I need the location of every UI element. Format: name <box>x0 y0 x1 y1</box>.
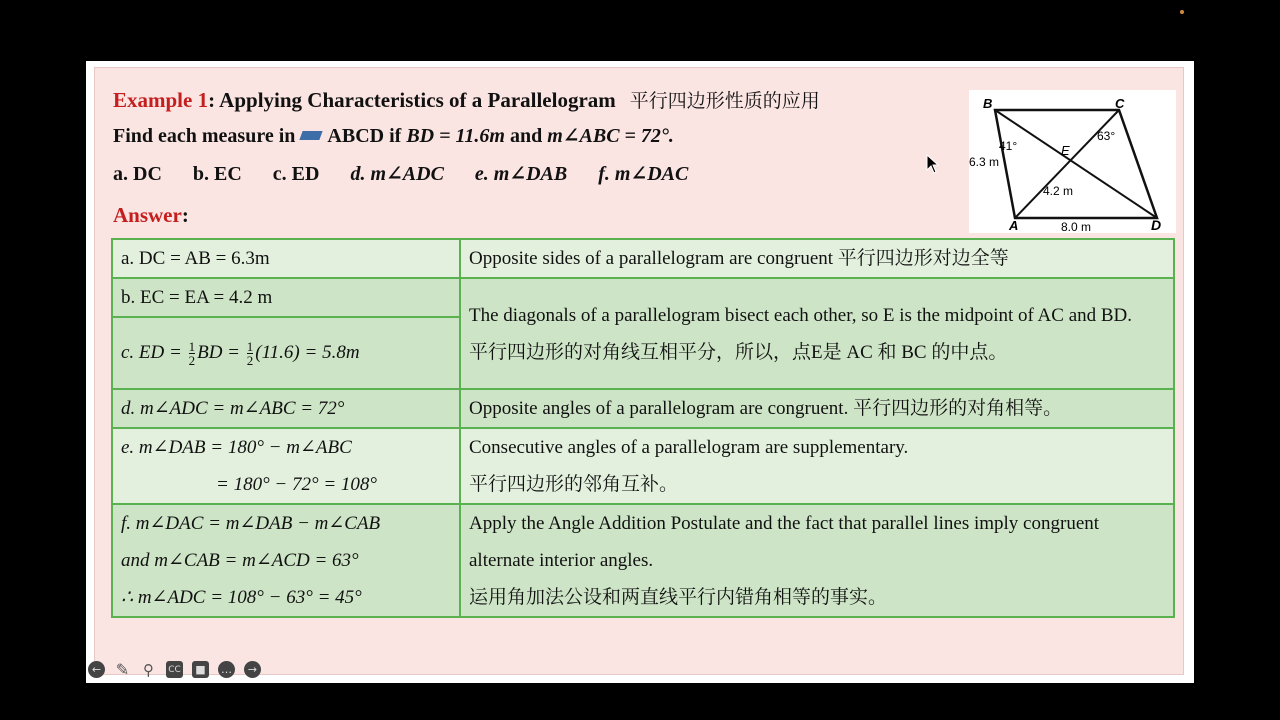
f-line-3: ∴ m∠ADC = 108° − 63° = 45° <box>121 587 362 608</box>
f-explanation-en: Apply the Angle Addition Postulate and the fact that parallel lines imply congruent alternate interior angles. <box>469 513 1100 571</box>
part-c: c. ED <box>272 163 320 185</box>
part-b: b. EC <box>192 163 242 185</box>
e-line-2: = 180° − 72° = 108° <box>216 474 378 495</box>
f-line-1: f. m∠DAC = m∠DAB − m∠CAB <box>121 513 381 534</box>
slide-panel <box>94 67 1184 675</box>
indicator-dot <box>1180 10 1184 14</box>
example-title <box>113 86 820 113</box>
c-mid: BD = <box>197 342 240 363</box>
segment-ae: 4.2 m <box>1043 184 1074 198</box>
part-e: e. m∠DAB <box>474 163 568 185</box>
part-d: d. m∠ADC <box>350 163 444 185</box>
row-c-left <box>112 317 460 389</box>
slide <box>86 61 1194 683</box>
row-d-right: Opposite angles of a parallelogram are congruent. 平行四边形的对角相等。 <box>460 389 1174 428</box>
answer-colon: : <box>181 203 189 227</box>
mouse-cursor-icon <box>926 154 940 179</box>
side-ad: 8.0 m <box>1061 220 1092 233</box>
parallelogram-diagram <box>969 90 1176 233</box>
title-chinese: 平行四边形性质的应用 <box>629 90 820 112</box>
part-a: a. DC <box>113 163 162 185</box>
row-bc-right <box>460 278 1174 389</box>
captions-icon[interactable]: CC <box>166 661 183 678</box>
title-text: : Applying Characteristics of a Parallelogram <box>208 88 616 112</box>
table-row <box>112 428 1174 504</box>
more-icon[interactable]: … <box>218 661 235 678</box>
find-text: Find each measure in <box>113 125 296 147</box>
vertex-d: D <box>1151 217 1162 233</box>
answer-heading <box>113 203 189 228</box>
bc-explanation-en: The diagonals of a parallelogram bisect each other, so E is the midpoint of AC and BD. <box>469 304 1133 326</box>
row-e-right <box>460 428 1174 504</box>
frac-num: 1 <box>188 339 196 355</box>
bc-explanation-cn: 平行四边形的对角线互相平分，所以，点E是 AC 和 BC 的中点。 <box>469 341 1008 363</box>
row-a-right: Opposite sides of a parallelogram are congruent 平行四边形对边全等 <box>460 239 1174 278</box>
angle-63: 63° <box>1097 129 1116 143</box>
example-label: Example 1 <box>113 88 209 112</box>
and-text: and <box>509 125 543 147</box>
point-e: E <box>1061 143 1070 158</box>
table-row <box>112 504 1174 617</box>
vertex-b: B <box>983 96 993 111</box>
forward-icon[interactable]: → <box>244 661 261 678</box>
e-explanation-cn: 平行四边形的邻角互补。 <box>469 474 679 495</box>
camera-icon[interactable]: ■ <box>192 661 209 678</box>
part-f: f. m∠DAC <box>598 163 689 185</box>
vertex-a: A <box>1009 218 1019 233</box>
c-post: (11.6) = 5.8m <box>255 342 360 363</box>
angle-measure: m∠ABC = 72°. <box>547 125 674 147</box>
side-ab: 6.3 m <box>969 155 1000 169</box>
frac-num: 1 <box>246 339 254 355</box>
c-pre: c. ED = <box>121 342 182 363</box>
parts-list <box>113 161 714 186</box>
f-explanation-cn: 运用角加法公设和两直线平行内错角相等的事实。 <box>469 587 888 608</box>
frac-den: 2 <box>188 353 196 369</box>
f-line-2: and m∠CAB = m∠ACD = 63° <box>121 550 359 571</box>
pen-icon[interactable]: ✎ <box>115 660 130 679</box>
parallelogram-icon <box>300 131 323 140</box>
angle-41: 41° <box>999 139 1018 153</box>
problem-statement <box>113 123 674 148</box>
table-row <box>112 389 1174 428</box>
shape-text: ABCD if <box>327 125 402 147</box>
row-f-left <box>112 504 460 617</box>
bd-measure: BD = 11.6m <box>406 125 505 147</box>
vertex-c: C <box>1115 96 1125 111</box>
row-d-left: d. m∠ADC = m∠ABC = 72° <box>112 389 460 428</box>
e-line-1: e. m∠DAB = 180° − m∠ABC <box>121 437 352 458</box>
answer-label: Answer <box>113 203 182 227</box>
answer-table <box>111 238 1175 618</box>
diagonal-ac <box>1015 110 1119 218</box>
row-e-left <box>112 428 460 504</box>
row-a-left: a. DC = AB = 6.3m <box>112 239 460 278</box>
presentation-toolbar <box>88 661 261 678</box>
e-explanation-en: Consecutive angles of a parallelogram are supplementary. <box>469 437 909 458</box>
diagonal-bd <box>995 110 1157 218</box>
table-row <box>112 239 1174 278</box>
frac-den: 2 <box>246 353 254 369</box>
row-b-left: b. EC = EA = 4.2 m <box>112 278 460 317</box>
search-icon[interactable]: ⚲ <box>143 660 154 679</box>
fraction-half-2 <box>247 340 254 367</box>
fraction-half <box>189 340 196 367</box>
back-icon[interactable]: ← <box>88 661 105 678</box>
table-row <box>112 278 1174 317</box>
row-f-right <box>460 504 1174 617</box>
